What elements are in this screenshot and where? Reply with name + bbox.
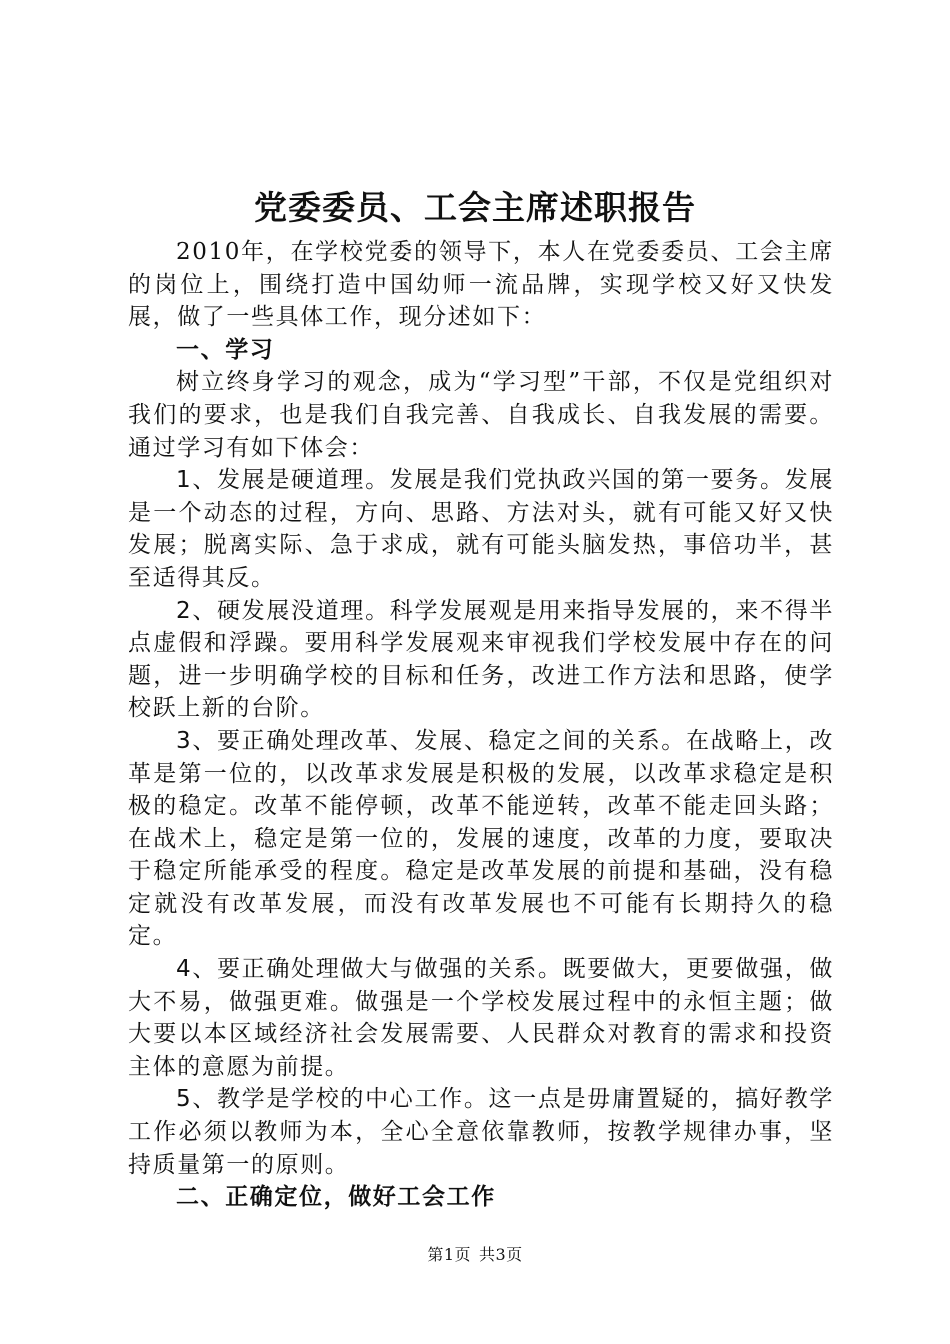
point-paragraph	[128, 953, 834, 1083]
document-body	[128, 236, 834, 1214]
point-lead: 2、硬发展没道理。	[176, 597, 390, 624]
section-heading-study: 一、学习	[176, 336, 275, 363]
point-text: 在战略上，改革是第一位的，以改革求发展是积极的发展，以改革求稳定是积极的稳定。改革不能停顿，改革不能逆转，改革不能走回头路；在战术上，稳定是第一位的，发展的速度，改革的力度，要取决于稳定所能承受的程度。稳定是改革发展的前提和基础，没有稳定就没有改革发展，而没有改革发展也不可能有长期持久的稳定。	[128, 727, 834, 950]
point-paragraph	[128, 725, 834, 953]
point-text: 发展是我们党执政兴国的第一要务。发展是一个动态的过程，方向、思路、方法对头，就有可能又好又快发展；脱离实际、急于求成，就有可能头脑发热，事倍功半，甚至适得其反。	[128, 467, 834, 591]
point-paragraph	[128, 1083, 834, 1181]
page-footer	[0, 1244, 950, 1266]
point-text: 科学发展观是用来指导发展的，来不得半点虚假和浮躁。要用科学发展观来审视我们学校发展中存在的问题，进一步明确学校的目标和任务，改进工作方法和思路，使学校跃上新的台阶。	[128, 597, 834, 722]
section-heading-union-work: 二、正确定位，做好工会工作	[176, 1184, 496, 1211]
page-number: 第1页	[427, 1245, 471, 1264]
point-lead: 5、教学是学校的中心工作。	[176, 1086, 489, 1113]
point-text: 既要做大，更要做强，做大不易，做强更难。做强是一个学校发展过程中的永恒主题；做大要以本区域经济社会发展需要、人民群众对教育的需求和投资主体的意愿为前提。	[128, 956, 834, 1080]
study-intro-paragraph: 树立终身学习的观念，成为“学习型”干部，不仅是党组织对我们的要求，也是我们自我完善、自我成长、自我发展的需要。通过学习有如下体会：	[128, 369, 834, 461]
point-lead: 3、要正确处理改革、发展、稳定之间的关系。	[176, 727, 686, 754]
intro-paragraph: 2010年，在学校党委的领导下，本人在党委委员、工会主席的岗位上，围绕打造中国幼师一流品牌，实现学校又好又快发展，做了一些具体工作，现分述如下：	[128, 239, 834, 331]
point-paragraph	[128, 464, 834, 594]
point-lead: 4、要正确处理做大与做强的关系。	[176, 956, 563, 983]
point-lead: 1、发展是硬道理。	[176, 467, 390, 494]
point-paragraph	[128, 595, 834, 725]
document-title: 党委委员、工会主席述职报告	[254, 188, 696, 227]
page-count: 共3页	[479, 1245, 523, 1264]
point-text: 这一点是毋庸置疑的，搞好教学工作必须以教师为本，全心全意依靠教师，按教学规律办事，坚持质量第一的原则。	[128, 1086, 834, 1178]
